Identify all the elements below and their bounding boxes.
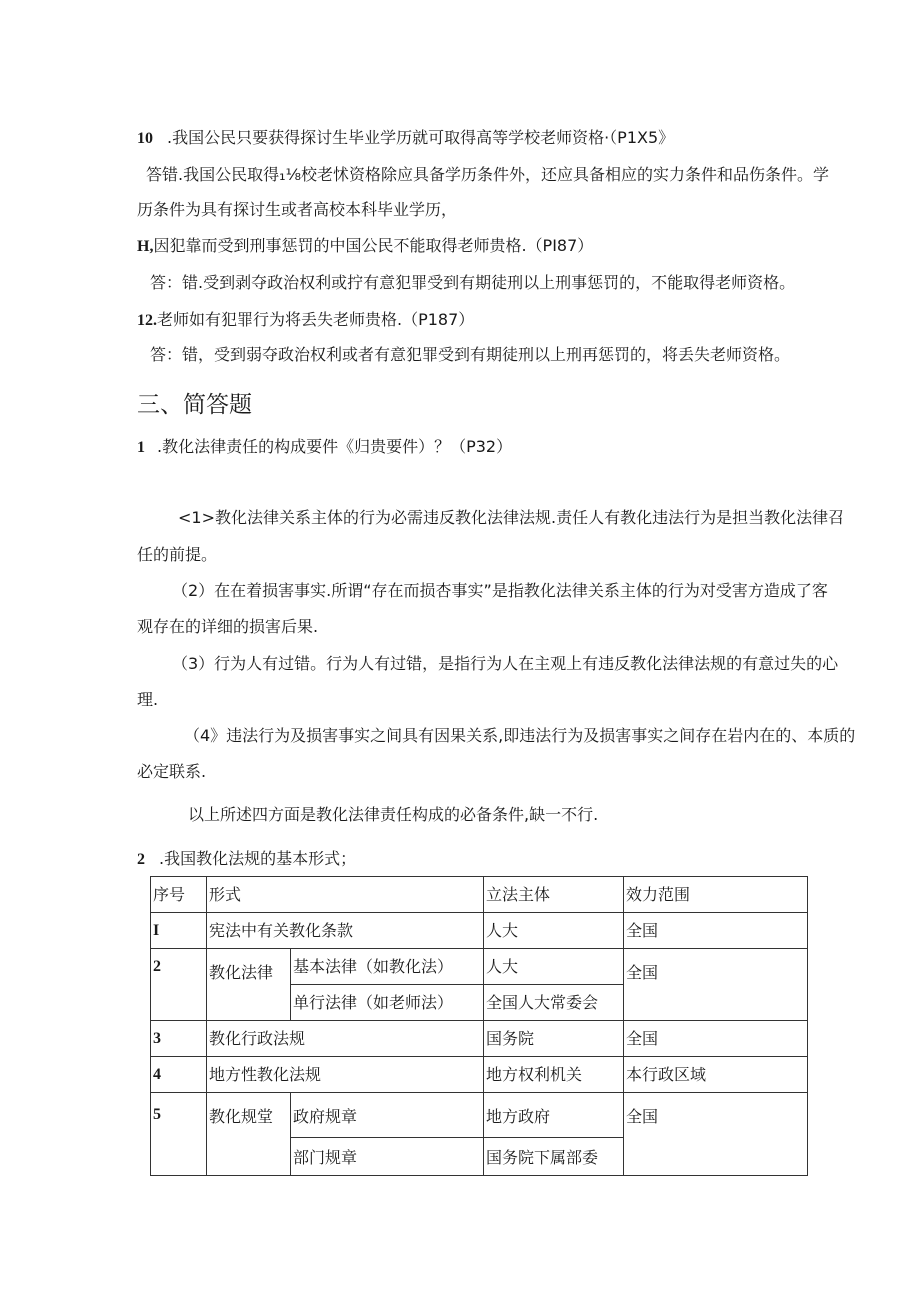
header-cell: 立法主体 (484, 877, 624, 913)
seq-cell: 4 (151, 1057, 207, 1093)
point-4-line1: （4》违法行为及损害事实之间具有因果关系,即违法行为及损害事实之间存在岩内在的、本质的 (184, 726, 856, 745)
form-cell: 教化规堂 (207, 1093, 291, 1176)
answer-12: 答：错，受到弱夺政治权利或者有意犯罪受到有期徒刑以上刑再惩罚的，将丢失老师资格。 (150, 345, 791, 364)
scope-cell: 本行政区域 (624, 1057, 808, 1093)
scope-cell: 全国 (624, 1093, 808, 1176)
short-question-2 (137, 849, 356, 870)
body-cell: 地方权利机关 (484, 1057, 624, 1093)
question-10 (137, 128, 674, 149)
short-question-1 (137, 437, 512, 458)
answer-10-line1: 答错.我国公民取得₁⅛校老怵资格除应具备学历条件外，还应具备相应的实力条件和品伤条件。学 (146, 165, 830, 184)
point-2-line2: 观存在的详细的损害后果. (137, 617, 319, 636)
question-text: 因犯靠而受到刑事惩罚的中国公民不能取得老师贵格.（PI87） (153, 236, 594, 255)
subform-cell: 政府规章 (291, 1093, 484, 1138)
question-text: 老师如有犯罪行为将丢失老师贵格.（P187） (157, 310, 475, 329)
point-1-line1: <1>教化法律关系主体的行为必需违反教化法律法规.责任人有教化违法行为是担当教化法律召 (178, 508, 845, 527)
scope-cell: 全国 (624, 913, 808, 949)
table-row (151, 949, 808, 985)
seq-cell: 2 (151, 949, 207, 1021)
conclusion: 以上所述四方面是教化法律责任构成的必备条件,缺一不行. (188, 805, 599, 824)
point-1-line2: 任的前提。 (137, 545, 218, 564)
question-number: 10 (137, 130, 153, 147)
question-12 (137, 310, 474, 331)
question-number: H, (137, 238, 154, 255)
subform-cell: 单行法律（如老师法） (291, 985, 484, 1021)
point-4-line2: 必定联系. (137, 762, 207, 781)
form-cell: 宪法中有关教化条款 (207, 913, 484, 949)
point-3-line1: （3）行为人有过错。行为人有过错，是指行为人在主观上有违反教化法律法规的有意过失的心 (172, 654, 839, 673)
table-row (151, 1057, 808, 1093)
header-cell: 效力范围 (624, 877, 808, 913)
body-cell: 国务院下属部委 (484, 1138, 624, 1176)
answer-11: 答：错.受到剥夺政治权利或拧有意犯罪受到有期徒刑以上刑事惩罚的，不能取得老师资格。 (150, 273, 796, 292)
table-header-row (151, 877, 808, 913)
subform-cell: 基本法律（如教化法） (291, 949, 484, 985)
point-2-line1: （2）在在着损害事实.所谓“存在而损杏事实”是指教化法律关系主体的行为对受害方造成了客 (172, 581, 828, 600)
body-cell: 人大 (484, 949, 624, 985)
header-cell: 序号 (151, 877, 207, 913)
form-cell: 教化法律 (207, 949, 291, 1021)
answer-10-line2: 历条件为具有探讨生或者高校本科毕业学历， (137, 200, 458, 219)
body-cell: 国务院 (484, 1021, 624, 1057)
body-cell: 地方政府 (484, 1093, 624, 1138)
seq-cell: I (151, 913, 207, 949)
subform-cell: 部门规章 (291, 1138, 484, 1176)
question-text: .我国公民只要获得探讨生毕业学历就可取得高等学校老师资格·（P1X5》 (167, 128, 675, 147)
body-cell: 全国人大常委会 (484, 985, 624, 1021)
form-cell: 教化行政法规 (207, 1021, 484, 1057)
body-cell: 人大 (484, 913, 624, 949)
seq-cell: 3 (151, 1021, 207, 1057)
section-title: 三、简答题 (137, 392, 252, 418)
question-text: .教化法律责任的构成要件《归贵要件）？（P32） (157, 437, 513, 456)
table-row (151, 913, 808, 949)
point-3-line2: 理. (137, 690, 159, 709)
form-cell: 地方性教化法规 (207, 1057, 484, 1093)
table-row (151, 1021, 808, 1057)
question-11 (137, 236, 593, 257)
question-number: 12. (137, 312, 157, 329)
question-text: .我国教化法规的基本形式； (159, 849, 357, 868)
seq-cell: 5 (151, 1093, 207, 1176)
scope-cell: 全国 (624, 949, 808, 1021)
question-number: 2 (137, 851, 145, 868)
header-cell: 形式 (207, 877, 484, 913)
table-row (151, 1093, 808, 1138)
question-number: 1 (137, 439, 145, 456)
law-forms-table (150, 876, 808, 1176)
scope-cell: 全国 (624, 1021, 808, 1057)
